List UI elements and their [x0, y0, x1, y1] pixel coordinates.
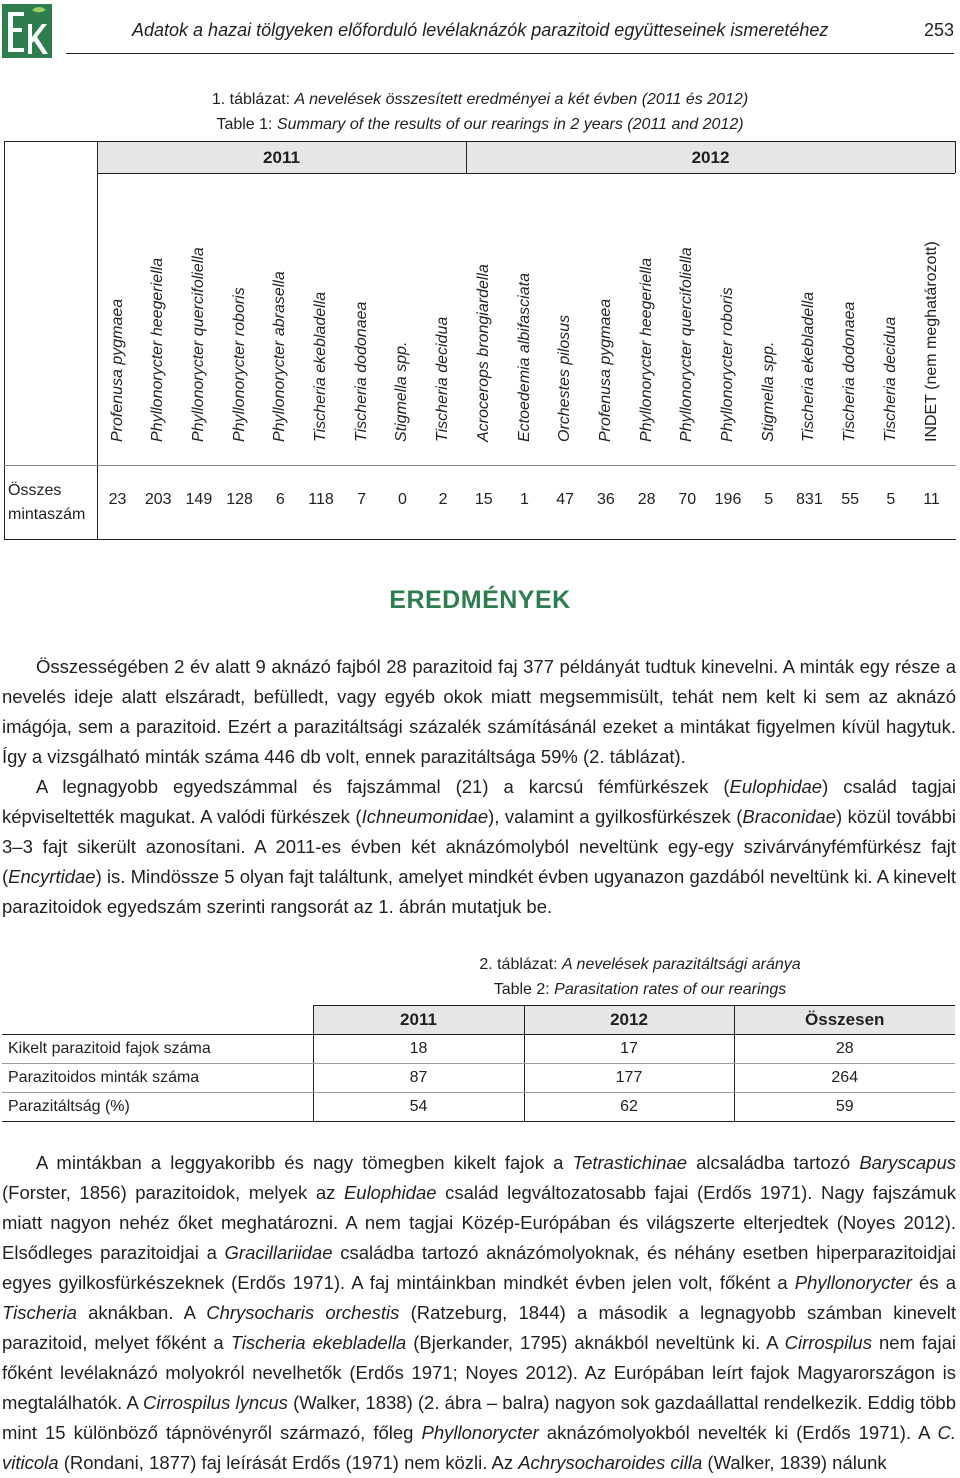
table1-column-header: [504, 173, 545, 465]
table1-count-cell: 36: [596, 491, 615, 508]
table1-column-header: [260, 173, 301, 465]
text-run: aknázómolyokból nevelték ki (Erdős 1971). A: [538, 1422, 938, 1443]
table1-species-name: Phyllonorycter quercifoliella: [678, 247, 696, 442]
running-title: Adatok a hazai tölgyeken előforduló levélaknázók parazitoid együtteseinek ismeretéhez: [132, 20, 829, 40]
table1-caption-en-prefix: Table 1:: [216, 116, 277, 133]
table1-left-border: [4, 142, 5, 539]
table1-count-cell: 5: [886, 491, 896, 508]
table1-column-header: [585, 173, 626, 465]
table2-caption-en: [160, 980, 960, 1000]
table2-cell-2011: 18: [313, 1035, 524, 1064]
taxon-name: Achrysocharoides cilla: [518, 1452, 703, 1473]
table1-species-name: Phyllonorycter roboris: [719, 287, 736, 442]
table2-header-row: [2, 1006, 955, 1035]
taxon-name: Tischeria ekebladella: [230, 1332, 407, 1353]
text-run: és a: [911, 1272, 956, 1293]
table1-species-name: Stigmella spp.: [759, 341, 777, 442]
journal-logo-mark: [2, 4, 52, 58]
taxon-name: Ichneumonidae: [361, 806, 489, 827]
table1-column-header: [708, 173, 749, 465]
table-row: [2, 1064, 955, 1093]
table2-cell-total: 59: [734, 1093, 955, 1122]
table2: [2, 1005, 955, 1122]
taxon-name: Phyllonorycter: [421, 1422, 539, 1443]
table1-caption-hu-text: A nevelések összesített eredményei a két évben (2011 és 2012): [294, 91, 749, 108]
table1-column-header: [178, 173, 219, 465]
table1-count-cell: 23: [108, 491, 127, 508]
table1-species-name: Profenusa pygmaea: [108, 298, 126, 442]
taxon-name: Eulophidae: [343, 1182, 437, 1203]
table2-row-label: Kikelt parazitoid fajok száma: [2, 1035, 313, 1064]
taxon-name: Baryscapus: [859, 1152, 956, 1173]
text-run: alcsaládba tartozó: [686, 1152, 860, 1173]
table2-cell-total: 264: [734, 1064, 955, 1093]
table1-column-header: [789, 173, 830, 465]
taxon-name: Gracillariidae: [224, 1242, 333, 1263]
text-run: nem fajai főként levélaknázó molyokról nevelhetők (Erdős 1971; Noyes 2012). Az Európában leírt fajok Magyarországon is megtalálhatók. A: [2, 1332, 956, 1413]
table1-count-cell: 0: [397, 491, 407, 508]
text-run: családba tartozó aknázómolyoknak, és néhány esetben hiperparazitoidjai egyes gyilkosfürkészeknek (Erdős 1971). A faj mintáinkban mindkét évben jelen volt, főként a: [2, 1242, 956, 1293]
table1-species-name: Profenusa pygmaea: [596, 298, 614, 442]
text-run: (Ratzeburg, 1844) a második a legnagyobb számban kinevelt parazitoid, melyet főként a: [2, 1302, 956, 1353]
journal-logo: [2, 4, 52, 58]
table2-caption-hu-text: A nevelések parazitáltsági aránya: [562, 956, 801, 973]
taxon-name: Tischeria: [2, 1302, 77, 1323]
table2-corner-cell: [2, 1006, 313, 1035]
table1-year-2011: 2011: [263, 148, 300, 167]
text-run: ), valamint a gyilkosfürkészek (: [488, 806, 743, 827]
table2-cell-total: 28: [734, 1035, 955, 1064]
table1-species-name: Tischeria decidua: [881, 316, 899, 442]
table2-header-2012: 2012: [524, 1006, 734, 1035]
table1-column-header: [423, 173, 464, 465]
text-run: A legnagyobb egyedszámmal és fajszámmal (21) a karcsú fémfürkészek (: [36, 776, 730, 797]
table1-column-header: [870, 173, 911, 465]
table1-count-cell: 149: [185, 491, 213, 508]
taxon-name: Braconidae: [742, 806, 837, 827]
text-run: ) család tagjai képviseltették magukat. A valódi fürkészek (: [2, 776, 956, 827]
taxon-name: Cirrospilus: [784, 1332, 872, 1353]
table2-cell-2012: 17: [524, 1035, 734, 1064]
text-run: család legváltozatosabb fajai (Erdős 1971). Nagy fajszámuk miatt nagyon nehéz őket meghatározni. A nem tagjai Közép-Európában és világszerte elterjedtek (Noyes 2012). Elsődleges parazitoidjai a: [2, 1182, 956, 1263]
table2-caption-en-text: Parasitation rates of our rearings: [554, 981, 787, 998]
paragraph-1-text: Összességében 2 év alatt 9 aknázó fajból 28 parazitoid faj 377 példányát tudtuk kinevelni. A minták egy része a nevelés ideje alatt elszáradt, befülledt, vagy egyéb okok miatt megsemmisült, tehát nem kelt ki sem az aknázó imágója, sem a parazitoid. Ezért a parazitáltsági százalék számításánál ezeket a mintákat figyelmen kívül hagytuk. Így a vizsgálható minták száma 446 db volt, ennek parazitáltsága 59% (2. táblázat).: [2, 656, 956, 767]
table1-column-header: [301, 173, 342, 465]
table1-column-header: [830, 173, 871, 465]
table1-caption-hu-prefix: 1. táblázat:: [211, 91, 295, 108]
table1-count-cell: 831: [796, 491, 823, 508]
table1-count-cell: 28: [637, 491, 656, 508]
table1-column-header: [626, 173, 667, 465]
table2-row-label: Parazitoidos minták száma: [2, 1064, 313, 1093]
table1-species-name: Tischeria decidua: [434, 316, 452, 442]
text-run: A mintákban a leggyakoribb és nagy tömegben kikelt fajok a: [36, 1152, 573, 1173]
table1-species-name: Ectoedemia albifasciata: [515, 273, 533, 442]
table2-header-2011: 2011: [313, 1006, 524, 1035]
table1-row-label-line1: Összes: [8, 482, 62, 499]
table1-count-cell: 203: [144, 491, 172, 508]
text-run: (Walker, 1838) (2. ábra – balra) nagyon sok gazdaállattal rendelkezik. Eddig több mint 15 különböző tápnövényről származó, főleg: [2, 1392, 956, 1443]
table1-count-cell: 118: [308, 491, 334, 508]
page-number: 253: [923, 20, 954, 40]
table1-row-label: [8, 479, 85, 527]
table1-species-name: Stigmella spp.: [393, 341, 411, 442]
taxon-name: Chrysocharis orchestis: [206, 1302, 400, 1323]
table1-count-cell: 6: [275, 491, 285, 508]
text-run: (Forster, 1856) parazitoidok, melyek az: [2, 1182, 344, 1203]
table1-header-underline: [4, 465, 956, 466]
table1-count-cell: 47: [556, 491, 575, 508]
table1-column-header: [748, 173, 789, 465]
table2-cell-2012: 177: [524, 1064, 734, 1093]
text-run: (Bjerkander, 1795) aknákból neveltünk ki. A: [406, 1332, 785, 1353]
table1-column-header: [545, 173, 586, 465]
table1-column-header: [463, 173, 504, 465]
table2-caption-en-prefix: Table 2:: [493, 981, 555, 998]
text-run: aknákban. A: [76, 1302, 207, 1323]
table1-species-name: Phyllonorycter quercifoliella: [189, 247, 207, 442]
table1-species-name: Phyllonorycter abrasella: [271, 271, 289, 442]
table1-species-name: Tischeria ekebladella: [800, 291, 818, 442]
table1-count-cell: 128: [226, 491, 253, 508]
text-run: (Rondani, 1877) faj leírását Erdős (1971) nem közli. Az: [58, 1452, 519, 1473]
text-run: ) közül további 3–3 fajt sikerült azonosítani. A 2011-es évben két aknázómolyból neveltünk egy-egy szivárványfémfürkész fajt (: [2, 806, 956, 887]
paragraph-1: [2, 652, 956, 772]
table2-row-label: Parazitáltság (%): [2, 1093, 313, 1122]
table1-count-cell: 1: [520, 491, 529, 508]
table2-caption-hu: [160, 955, 960, 975]
table1-species-name: INDET (nem meghatározott): [922, 241, 940, 442]
table1-caption-en: [0, 115, 960, 135]
taxon-name: Phyllonorycter: [794, 1272, 912, 1293]
table1-column-header: [382, 173, 423, 465]
text-run: (Walker, 1839) nálunk: [702, 1452, 887, 1473]
table1-species-name: Tischeria dodonaea: [841, 301, 859, 442]
table2-header-total: Összesen: [734, 1006, 955, 1035]
table1: [4, 141, 956, 540]
table1-year-divider: [466, 142, 467, 173]
table2-cell-2012: 62: [524, 1093, 734, 1122]
table1-column-header: [667, 173, 708, 465]
table1-column-header: [97, 173, 138, 465]
table1-count-cell: 15: [474, 491, 493, 508]
table1-species-name: Phyllonorycter heegeriella: [149, 257, 167, 442]
table1-species-name: Tischeria dodonaea: [352, 301, 370, 442]
table1-species-name: Acrocerops brongiardella: [474, 264, 492, 442]
table1-caption-hu: [0, 90, 960, 110]
text-run: ) is. Mindössze 5 olyan fajt találtunk, amelyet mindkét évben ugyanazon gazdából neveltünk ki. A kinevelt parazitoidok egyedszám szerinti rangsorát az 1. ábrán mutatjuk be.: [2, 866, 956, 917]
table1-count-cell: 2: [438, 491, 448, 508]
taxon-name: Encyrtidae: [8, 866, 96, 887]
paragraph-2: [2, 772, 956, 922]
table1-caption-en-text: Summary of the results of our rearings in 2 years (2011 and 2012): [276, 116, 744, 133]
table1-count-cell: 5: [764, 491, 774, 508]
taxon-name: Cirrospilus lyncus: [142, 1392, 288, 1413]
table1-species-name: Phyllonorycter roboris: [230, 287, 248, 442]
table1-count-cell: 11: [923, 491, 940, 508]
table1-year-2012: 2012: [691, 148, 730, 167]
table2-cell-2011: 87: [313, 1064, 524, 1093]
table1-row-label-line2: mintaszám: [8, 506, 86, 523]
results-heading: EREDMÉNYEK: [389, 586, 571, 614]
taxon-name: C. viticola: [2, 1422, 956, 1473]
table1-species-name: Phyllonorycter heegeriella: [637, 257, 655, 442]
paragraph-3: [2, 1148, 956, 1478]
table1-count-cell: 55: [841, 491, 859, 508]
taxon-name: Tetrastichinae: [572, 1152, 687, 1173]
table1-column-header: [341, 173, 382, 465]
table1-species-name: Orchestes pilosus: [556, 314, 574, 442]
table2-cell-2011: 54: [313, 1093, 524, 1122]
table1-count-cell: 196: [714, 491, 742, 508]
taxon-name: Eulophidae: [729, 776, 823, 797]
table1-column-header: [219, 173, 260, 465]
table1-count-cell: 70: [678, 491, 697, 508]
table1-column-header: [138, 173, 179, 465]
header-rule: [66, 53, 954, 54]
table1-count-cell: 7: [357, 491, 367, 508]
table-row: [2, 1035, 955, 1064]
table1-right-border: [955, 142, 956, 173]
table1-column-header: [911, 173, 952, 465]
table1-species-name: Tischeria ekebladella: [312, 291, 329, 442]
table-row: [2, 1093, 955, 1122]
table2-caption-hu-prefix: 2. táblázat:: [479, 956, 563, 973]
